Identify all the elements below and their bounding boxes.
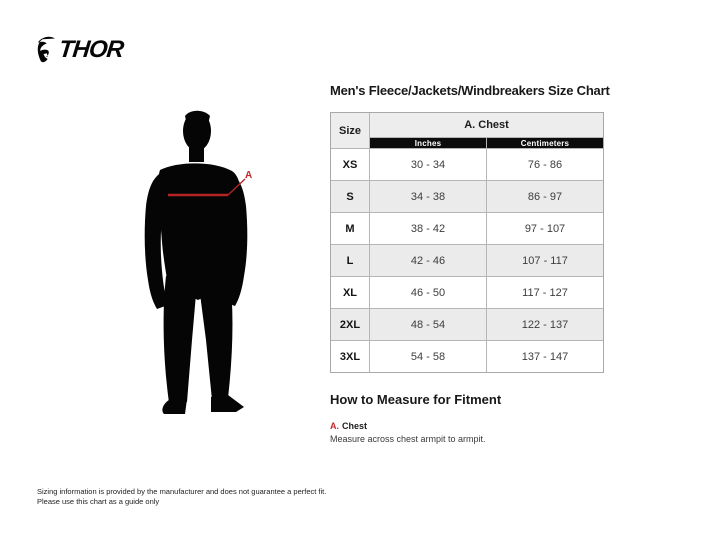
measure-item-chest	[330, 421, 610, 444]
brand-logo-text: THOR	[57, 36, 125, 63]
footer-disclaimer	[37, 487, 357, 507]
body-silhouette	[138, 108, 263, 424]
table-row-inches: 42 - 46	[369, 244, 486, 276]
table-row-inches: 54 - 58	[369, 340, 486, 372]
table-row-centimeters: 97 - 107	[486, 212, 603, 244]
measure-item-description: Measure across chest armpit to armpit.	[330, 434, 486, 444]
table-row-centimeters: 122 - 137	[486, 308, 603, 340]
table-row-size: S	[331, 180, 369, 212]
table-row-centimeters: 86 - 97	[486, 180, 603, 212]
measure-guide	[330, 392, 610, 444]
measure-item-label	[330, 421, 610, 431]
footer-disclaimer-line1: Sizing information is provided by the manufacturer and does not guarantee a perfect fit.	[37, 487, 327, 496]
size-chart-table	[330, 112, 604, 373]
goat-head-icon	[36, 36, 56, 64]
table-row-size: L	[331, 244, 369, 276]
measure-item-letter: A.	[330, 421, 339, 431]
column-header-centimeters: Centimeters	[486, 137, 603, 148]
table-row-centimeters: 76 - 86	[486, 148, 603, 180]
column-header-size: Size	[331, 113, 369, 148]
column-header-inches: Inches	[369, 137, 486, 148]
table-row-size: 2XL	[331, 308, 369, 340]
table-row-inches: 48 - 54	[369, 308, 486, 340]
brand-logo	[36, 36, 123, 64]
measure-guide-heading: How to Measure for Fitment	[330, 392, 502, 407]
silhouette-shape	[145, 111, 248, 414]
table-row-centimeters: 107 - 117	[486, 244, 603, 276]
table-row-size: XS	[331, 148, 369, 180]
table-row-size: 3XL	[331, 340, 369, 372]
table-row-size: M	[331, 212, 369, 244]
table-row-centimeters: 137 - 147	[486, 340, 603, 372]
table-row-size: XL	[331, 276, 369, 308]
table-row-inches: 30 - 34	[369, 148, 486, 180]
table-row-inches: 46 - 50	[369, 276, 486, 308]
table-row-inches: 34 - 38	[369, 180, 486, 212]
table-row-inches: 38 - 42	[369, 212, 486, 244]
size-chart-title: Men's Fleece/Jackets/Windbreakers Size Chart	[330, 83, 610, 98]
measure-item-name: Chest	[342, 421, 368, 431]
column-header-chest: A. Chest	[369, 113, 603, 137]
measure-label-a: A	[245, 170, 253, 181]
footer-disclaimer-line2: Please use this chart as a guide only	[37, 497, 160, 506]
table-row-centimeters: 117 - 127	[486, 276, 603, 308]
